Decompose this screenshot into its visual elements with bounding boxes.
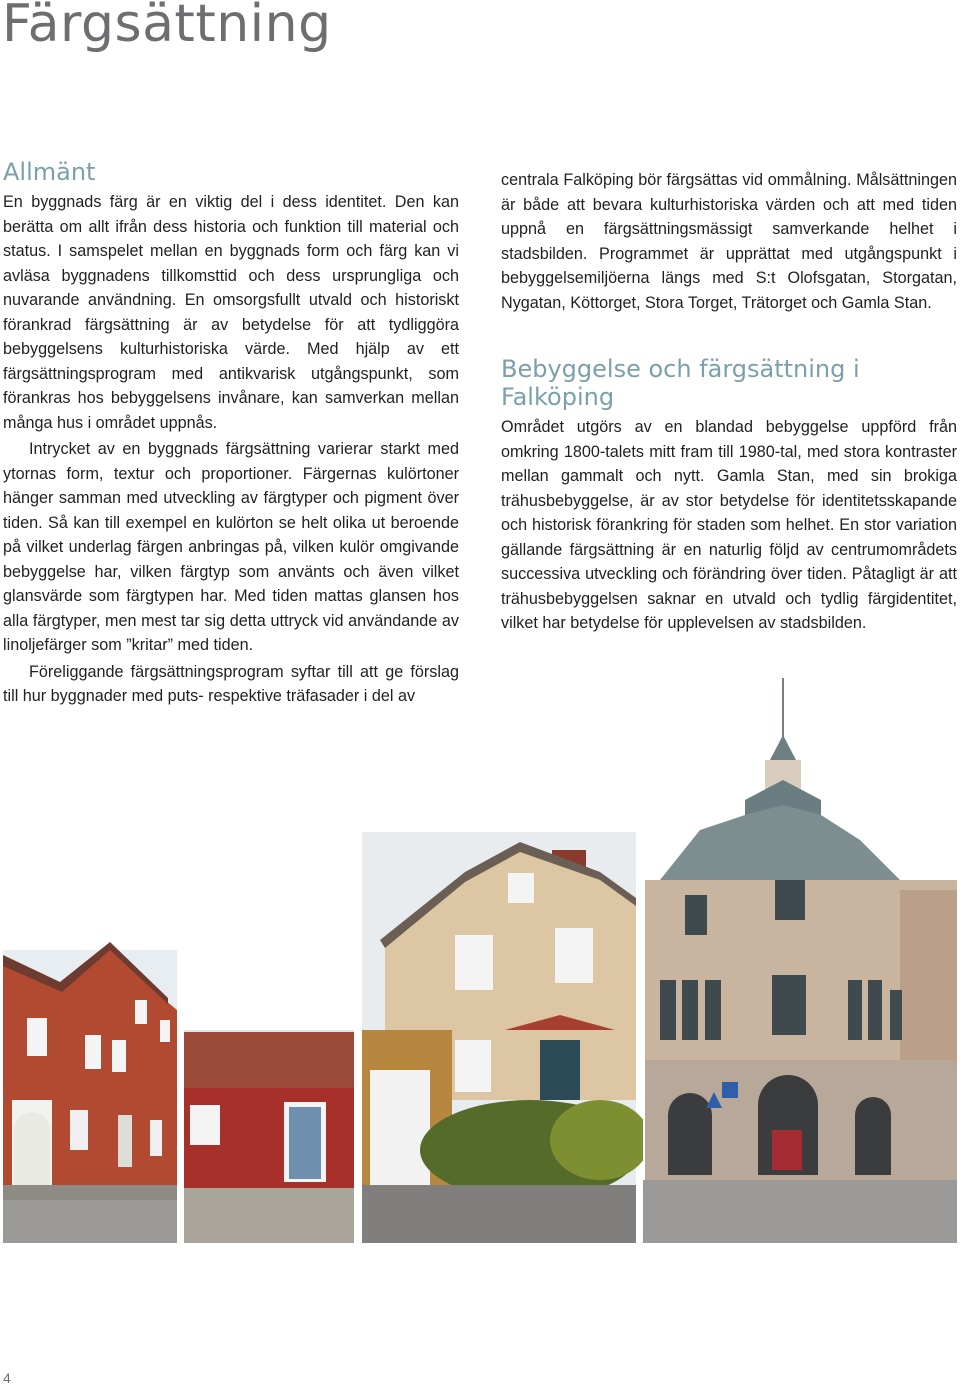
body-paragraph: Området utgörs av en blandad bebyggelse uppförd från omkring 1800-talets mitt fram till 1980-tal, med stora kontraster mellan gammalt och nytt. Gamla Stan, med sin brokiga trähusbebyggelse, är av stor betydelse för identitetsskapande och historisk förankring för staden som helhet. En stor variation gällande färgsättning är en naturlig följd av centrumområdets successiva utveckling och förändring över tiden. Påtagligt är att trähusbebyggelsen saknar en utvald och tydlig färgidentitet, vilket har betydelse för upplevelsen av stadsbilden. bbox=[501, 418, 957, 632]
body-paragraph: centrala Falköping bör färgsättas vid ommålning. Målsättningen är både att bevara kulturhistoriska värden och att med tiden uppnå en färgsättningsmässigt samverkande helhet i stadsbilden. Programmet är upprättat med utgångspunkt i bebyggelsemiljöerna längs med S:t Olofsgatan, Storgatan, Nygatan, Köttorget, Stora Torget, Trätorget och Gamla Stan. bbox=[501, 171, 957, 312]
body-paragraph: En byggnads färg är en viktig del i dess identitet. Den kan berätta om allt ifrån dess historia och funktion till material och status. I samspelet mellan en byggnads form och färg kan vi avläsa byggnadens tillkomsttid och dess ursprungliga och nuvarande användning. En omsorgsfullt utvald och historiskt förankrad färgsättning är av betydelse för att tydliggöra bebyggelsens kulturhistoriska värde. Med hjälp av ett färgsättningsprogram med antikvarisk utgångspunkt, som förankras hos bebyggelsens invånare, kan samverkan mellan många hus i området uppnås. bbox=[3, 193, 459, 432]
section-heading-bebyggelse: Bebyggelse och färgsättning i Falköping bbox=[501, 355, 860, 411]
photo-brick-building bbox=[3, 942, 177, 1243]
page-number: 4 bbox=[3, 1370, 11, 1386]
page-title: Färgsättning bbox=[2, 0, 332, 54]
photo-corner-building-tower bbox=[643, 670, 957, 1243]
section-heading-allmant: Allmänt bbox=[3, 158, 96, 186]
photo-beige-wooden-house bbox=[362, 832, 650, 1243]
photo-red-wooden-house bbox=[184, 1030, 354, 1243]
body-paragraph: Föreliggande färgsättningsprogram syftar till att ge förslag till hur byggnader med puts- respektive träfasader i del av bbox=[3, 662, 459, 705]
body-paragraph: Intrycket av en byggnads färgsättning varierar starkt med ytornas form, textur och proportioner. Färgernas kulörtoner hänger samman med utveckling av färgtyper och pigment över tiden. Så kan till exempel en kulörton se helt olika ut beroende på vilket underlag färgen anbringas på, vilken kulör omgivande bebyggelse har, vilken färgtyp som använts och även vilket glansvärde som färgtypen har. Med tiden mattas glansen hos alla färgtyper, men mest tar sig detta uttryck vid användande av linoljefärger som ”kritar” med tiden. bbox=[3, 440, 459, 654]
